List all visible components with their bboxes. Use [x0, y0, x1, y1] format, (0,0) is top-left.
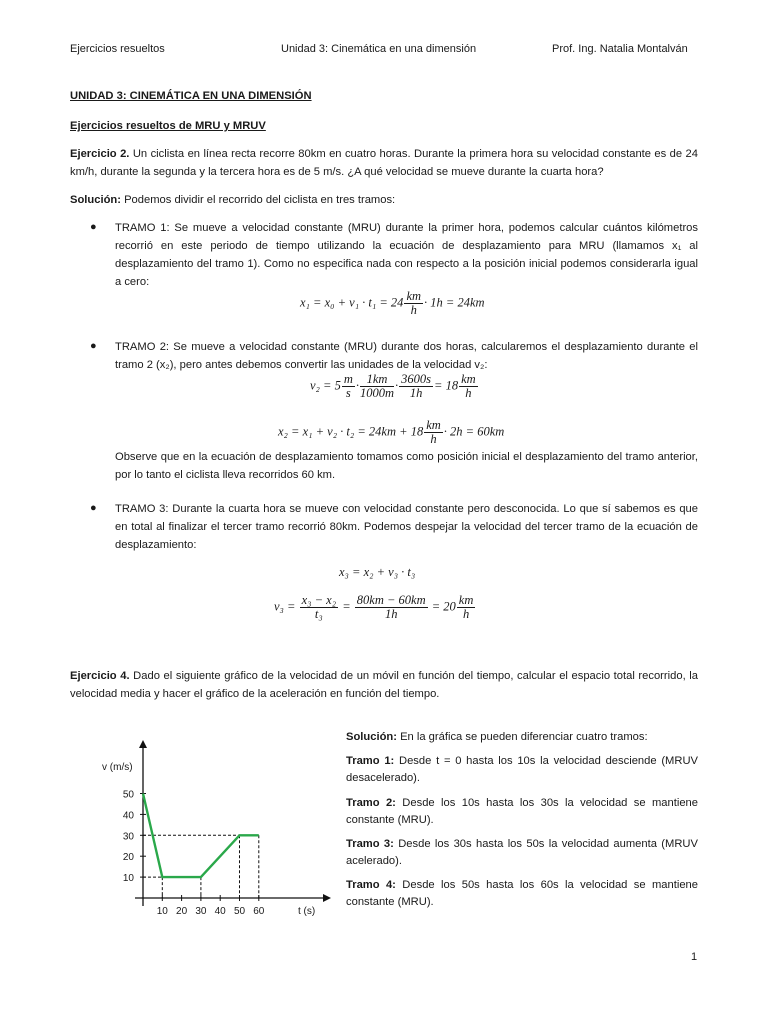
y-tick-label: 30 — [122, 831, 134, 843]
x-tick-label: 30 — [195, 906, 207, 917]
x-tick-label: 60 — [253, 906, 265, 917]
tramo-item-4: Tramo 4: Desde los 50s hasta los 60s la velocidad se mantiene constante (MRU). — [346, 879, 699, 908]
header-left: Ejercicios resueltos — [70, 43, 165, 55]
x-axis-arrow — [323, 894, 331, 902]
header-center: Unidad 3: Cinemática en una dimensión — [281, 43, 477, 55]
exercise-2-statement — [70, 145, 698, 181]
x-tick-label: 20 — [176, 906, 188, 917]
observation-text: Observe que en la ecuación de desplazamiento tomamos como posición inicial el desplazamiento del tramo anterior, por lo tanto el ciclista lleva recorridos 60 km. — [115, 451, 698, 481]
x-tick-label: 10 — [156, 906, 168, 917]
equation-x1: x₁ = x₀ + v₁ · t₁ = 24 $\frac{km}{h}$ · 1h = 24km — [300, 289, 485, 317]
velocity-time-chart — [98, 738, 338, 928]
exercise-4-solution-intro: Solución: En la gráfica se pueden diferenciar cuatro tramos: — [346, 731, 648, 743]
page-number: 1 — [691, 951, 698, 963]
equation-x2: x₂ = x₁ + v₂ · t₂ = 24km + 18 $\frac{km}{h}$ · 2h = 60km — [278, 418, 505, 446]
y-tick-label: 20 — [122, 852, 134, 864]
exercise-2-label: Ejercicio 2. — [70, 148, 130, 160]
y-tick-label: 50 — [122, 789, 134, 801]
exercise-4-label: Ejercicio 4. — [70, 670, 130, 682]
exercise-4-statement — [70, 667, 698, 703]
tramo-item-2: Tramo 2: Desde los 10s hasta los 30s la velocidad se mantiene constante (MRU). — [346, 797, 699, 826]
tramo-2-text: TRAMO 2: Se mueve a velocidad constante (MRU) durante dos horas, calcularemos el desplazamiento durante el tramo 2 (x₂), pero antes debemos convertir las unidades de la velocidad v₂: — [115, 341, 698, 371]
x-axis-label: t (s) — [298, 906, 316, 917]
tramo-1-text: TRAMO 1: Se mueve a velocidad constante (MRU) durante la primer hora, podemos calcular cuántos kilómetros recorrió en este periodo de tiempo utilizando la ecuación de desplazamiento para MRU (llamamos x₁ al desplazamiento del tramo 1). Como no especifica nada con respecto a la posición inicial podemos considerarla igual a cero: — [115, 222, 698, 288]
y-axis-arrow — [139, 740, 147, 748]
y-axis-label: v (m/s) — [102, 762, 133, 773]
equation-x3: x₃ = x₂ + v₃ · t₃ — [339, 565, 416, 579]
section-subtitle: Ejercicios resueltos de MRU y MRUV — [70, 120, 266, 132]
tramo-item-3: Tramo 3: Desde los 30s hasta los 50s la velocidad aumenta (MRUV acelerado). — [346, 838, 698, 867]
bullet-icon: ● — [90, 221, 97, 233]
x-tick-label: 50 — [233, 906, 246, 917]
y-tick-label: 10 — [122, 873, 134, 885]
exercise-2-solution-intro — [70, 191, 698, 209]
page-title: UNIDAD 3: CINEMÁTICA EN UNA DIMENSIÓN — [70, 90, 312, 102]
bullet-icon: ● — [90, 340, 97, 352]
equation-v2: v₂ = 5 $\frac{m}{s}$ · $\frac{1km}{1000m}$ · $\frac{3600s}{1h}$ = 18 $\frac{km}{h}$ — [310, 372, 476, 400]
x-tick-label: 40 — [214, 906, 226, 917]
solution-label: Solución: — [70, 194, 121, 206]
exercise-2-text: Un ciclista en línea recta recorre 80km en cuatro horas. Durante la primera hora su velocidad constante es de 24 km/h, durante la segunda y la tercera hora es de 5 m/s. ¿A qué velocidad se mueve durante la cuarta hora? — [70, 148, 698, 178]
solution-intro-text: Podemos dividir el recorrido del ciclista en tres tramos: — [120, 194, 396, 206]
tramo-3-text: TRAMO 3: Durante la cuarta hora se mueve con velocidad constante pero desconocida. Lo que sí sabemos es que en total al finalizar el tercer tramo recorrió 80km. Podemos despejar la velocidad del tercer tramo de la ecuación de desplazamiento: — [115, 503, 698, 551]
tramo-item-1: Tramo 1: Desde t = 0 hasta los 10s la velocidad desciende (MRUV desacelerado). — [346, 755, 698, 784]
y-tick-label: 40 — [122, 810, 134, 822]
header-right: Prof. Ing. Natalia Montalván — [552, 43, 688, 55]
bullet-icon: ● — [90, 502, 97, 514]
exercise-4-text: Dado el siguiente gráfico de la velocidad de un móvil en función del tiempo, calcular el espacio total recorrido, la velocidad media y hacer el gráfico de la aceleración en función del tiempo. — [70, 670, 698, 700]
equation-v3: v₃ = $\frac{\text{x₃ − x₂}}{\text{t₃}}$ = $\frac{80km - 60km}{1h}$ = 20 $\frac{km}{h}$ — [274, 593, 474, 621]
